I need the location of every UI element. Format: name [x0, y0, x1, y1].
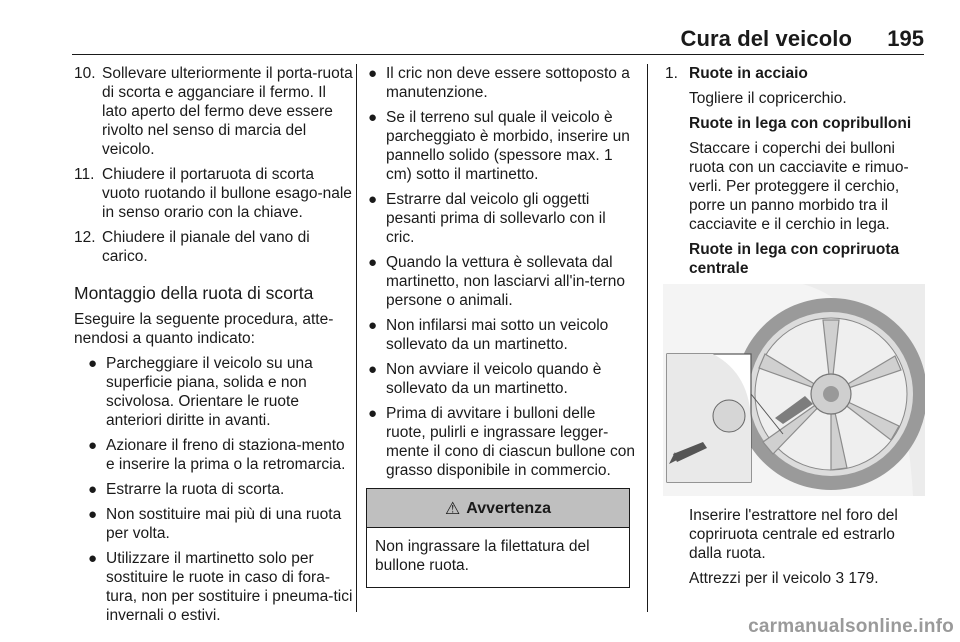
- step-item: [74, 228, 354, 266]
- section-title: Montaggio della ruota di scorta: [74, 283, 314, 303]
- header-rule: [72, 54, 924, 55]
- step-text: Chiudere il portaruota di scorta vuoto ruotando il bullone esago-nale in senso orario con la chiave.: [102, 166, 352, 221]
- list-item: ● Non avviare il veicolo quando è sollevato da un martinetto.: [368, 361, 602, 397]
- page-number: 195: [887, 26, 924, 51]
- step-number: 1.: [665, 65, 678, 82]
- alloy-bolt-cover-title: Ruote in lega con copribulloni: [689, 115, 912, 132]
- step-item: [74, 64, 354, 159]
- list-item: ● Quando la vettura è sollevata dal martinetto, non lasciarvi all'in-terno persone o animali.: [368, 254, 626, 309]
- bullet-icon: ●: [88, 550, 98, 567]
- bullet-icon: ●: [88, 437, 98, 454]
- list-item: ● Parcheggiare il veicolo su una superficie piana, solida e non scivolosa. Orientare le ruote anteriori diritte in avanti.: [88, 355, 313, 429]
- page-header: [0, 0, 960, 60]
- bullet-icon: ●: [368, 65, 378, 82]
- list-item: ● Non infilarsi mai sotto un veicolo sollevato da un martinetto.: [368, 317, 609, 353]
- list-item: ● Azionare il freno di staziona-mento e inserire la prima o la retromarcia.: [88, 437, 346, 473]
- cross-reference: [689, 569, 927, 588]
- step-text: Sollevare ulteriormente il porta-ruota di scorta e agganciare il fermo. Il lato aperto del fermo deve essere rivolto nel senso di marcia del veicolo.: [102, 65, 353, 158]
- bullet-icon: ●: [88, 506, 98, 523]
- list-item: ● Estrarre la ruota di scorta.: [88, 481, 285, 498]
- wheel-illustration: [663, 284, 925, 496]
- figure-caption-block: [665, 506, 927, 588]
- list-item: ● Se il terreno sul quale il veicolo è parcheggiato è morbido, inserire un pannello solido (spessore max. 1 cm) sotto il martinetto.: [368, 109, 630, 183]
- alloy-center-cover-title: Ruote in lega con copriruota centrale: [689, 241, 900, 277]
- column-middle: [366, 64, 636, 588]
- warning-header: [367, 489, 629, 528]
- bullet-icon: ●: [368, 361, 378, 378]
- list-item: ● Il cric non deve essere sottoposto a manutenzione.: [368, 65, 630, 101]
- bullet-icon: ●: [368, 405, 378, 422]
- reference-text: Attrezzi per il veicolo: [689, 570, 832, 587]
- column-divider-left: [356, 64, 357, 612]
- list-item: ● Prima di avvitare i bulloni delle ruote, pulirli e ingrassare legger-mente il cono di ciascun bullone con grasso disponibile in commercio.: [368, 405, 636, 479]
- step-number: 12.: [74, 229, 96, 246]
- list-item: ● Estrarre dal veicolo gli oggetti pesanti prima di sollevarlo con il cric.: [368, 191, 606, 246]
- wheel-drawing: [663, 284, 925, 496]
- steel-wheels-text: Togliere il copricerchio.: [689, 90, 847, 107]
- step-item: [665, 64, 927, 278]
- bullet-icon: ●: [368, 109, 378, 126]
- bullet-icon: ●: [368, 254, 378, 271]
- step-text: Chiudere il pianale del vano di carico.: [102, 229, 310, 265]
- list-item: ● Non sostituire mai più di una ruota per volta.: [88, 506, 342, 542]
- bullet-list: [74, 354, 354, 625]
- bullet-icon: ●: [88, 481, 98, 498]
- warning-triangle-icon: ⚠: [444, 498, 461, 518]
- column-right: [665, 64, 927, 594]
- alloy-bolt-cover-text: Staccare i coperchi dei bulloni ruota con un cacciavite e rimuo-verli. Per proteggere il cerchio, porre un panno morbido tra il cacciavite e il cerchio in lega.: [689, 140, 909, 233]
- page-title: Cura del veicolo: [680, 26, 852, 51]
- figure-caption: Inserire l'estrattore nel foro del copriruota centrale ed estrarlo dalla ruota.: [689, 507, 898, 562]
- step-number: 10.: [74, 65, 96, 82]
- watermark-url: carmanualsonline.info: [748, 616, 954, 637]
- bullet-icon: ●: [368, 317, 378, 334]
- warning-title: Avvertenza: [466, 499, 552, 517]
- steel-wheels-title: Ruote in acciaio: [689, 65, 808, 82]
- bullet-icon: ●: [368, 191, 378, 208]
- warning-text: Non ingrassare la filettatura del bullone ruota.: [375, 538, 590, 574]
- bullet-icon: ●: [88, 355, 98, 372]
- step-item: [74, 165, 354, 222]
- step-number: 11.: [74, 166, 95, 183]
- bullet-list: [366, 64, 636, 480]
- warning-box: [366, 488, 630, 588]
- section-intro: Eseguire la seguente procedura, atte-nendosi a quanto indicato:: [74, 311, 334, 347]
- list-item: ● Utilizzare il martinetto solo per sostituire le ruote in caso di fora-tura, non per sostituire i pneuma-tici invernali o estivi.: [88, 550, 353, 624]
- column-left: [74, 64, 354, 631]
- reference-arrow-icon: 3: [835, 570, 845, 587]
- column-divider-right: [647, 64, 648, 612]
- reference-page[interactable]: 179.: [848, 570, 879, 587]
